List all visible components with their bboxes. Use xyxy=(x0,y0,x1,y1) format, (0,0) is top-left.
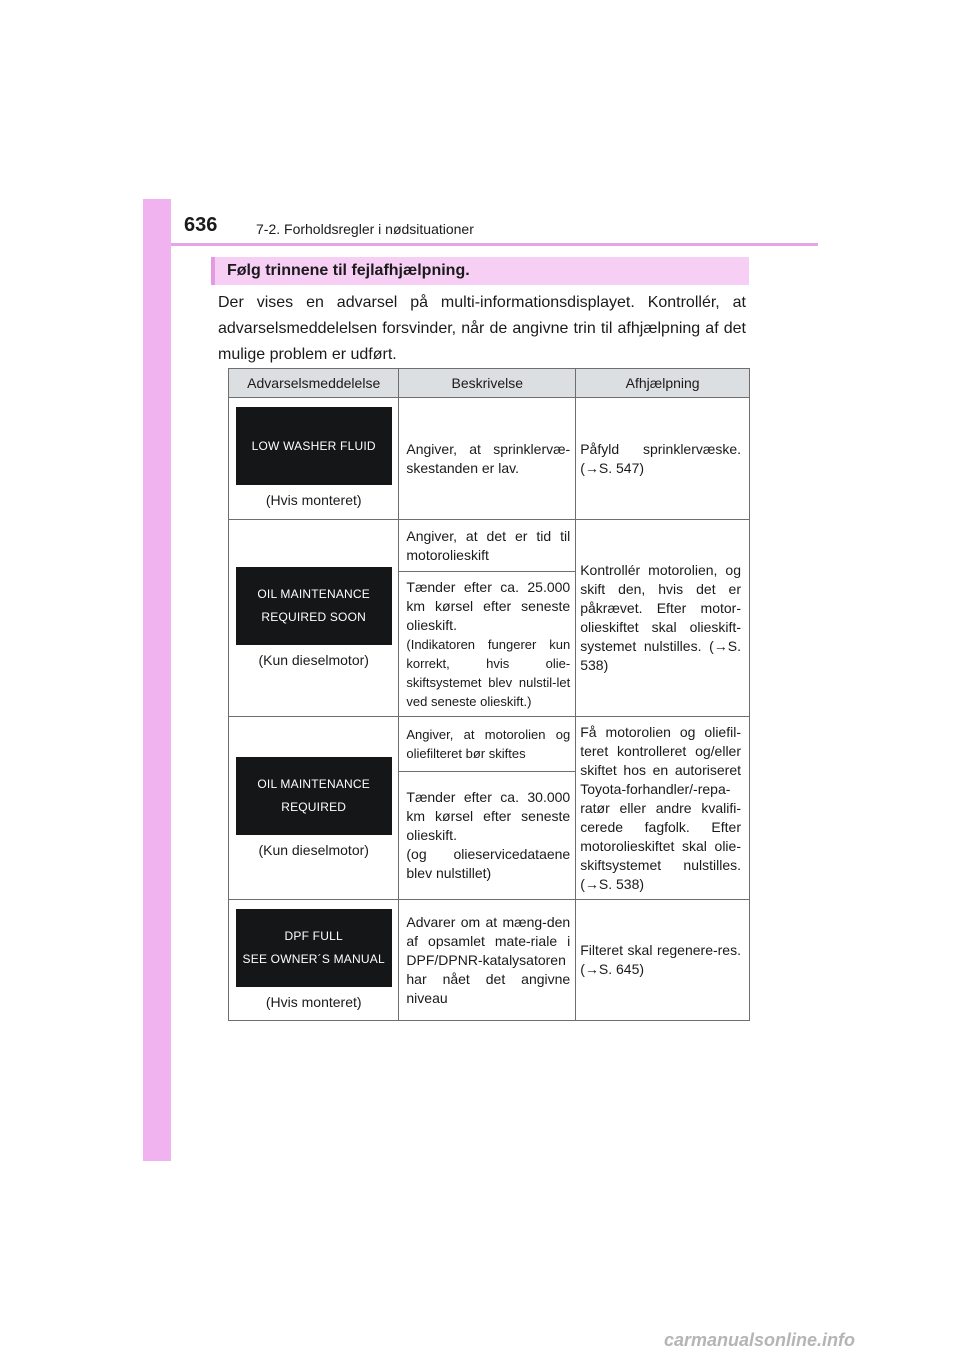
intro-paragraph: Der vises en advarsel på multi-informationsdisplayet. Kontrollér, at advarselsmeddelelsen forsvinder, når de angivne trin til afhjælpning af det mulige problem er udført. xyxy=(218,294,746,363)
message-cell xyxy=(229,900,399,1021)
remedy-cell: Få motorolien og oliefil-teret kontrolleret og/eller skiftet hos en autoriseret Toyota-forhandler/-repa-ratør eller andre kvalifi-cerede fagfolk. Efter motorolieskiftet skal olie-skiftsystemet nulstilles. (→S. 538) xyxy=(576,717,750,900)
remedy-cell: Påfyld sprinklervæske. (→S. 547) xyxy=(576,398,750,520)
table-row xyxy=(229,520,750,572)
table-row xyxy=(229,900,750,1021)
remedy-cell: Filteret skal regenere-res. (→S. 645) xyxy=(576,900,750,1021)
col-header-message: Advarselsmeddelelse xyxy=(229,369,399,398)
section-heading: Følg trinnene til fejlafhjælpning. xyxy=(211,257,749,285)
display-message-image xyxy=(236,407,392,485)
description-condition: (og olieservicedataene blev nulstillet) xyxy=(406,846,571,881)
table-row xyxy=(229,398,750,520)
chapter-title: 7-2. Forholdsregler i nødsituationer xyxy=(256,221,474,237)
page-number: 636 xyxy=(184,214,218,236)
fitment-note: (Hvis monteret) xyxy=(265,492,362,508)
warning-table xyxy=(228,368,750,1021)
description-text: Tænder efter ca. 30.000 km kørsel efter seneste olieskift. xyxy=(406,789,571,843)
message-cell xyxy=(229,398,399,520)
description-cell: Advarer om at mæng-den af opsamlet mate-riale i DPF/DPNR-katalysatoren har nået det angivne niveau xyxy=(399,900,576,1021)
description-text: Tænder efter ca. 25.000 km kørsel efter seneste olieskift. xyxy=(406,578,571,633)
display-message-image xyxy=(236,757,392,835)
chapter-side-tab xyxy=(143,199,171,1161)
col-header-description: Beskrivelse xyxy=(399,369,576,398)
watermark: carmanualsonline.info xyxy=(664,1330,856,1350)
fitment-note: (Hvis monteret) xyxy=(265,993,362,1010)
fitment-note: (Kun dieselmotor) xyxy=(258,841,369,858)
display-message-image xyxy=(236,567,392,645)
description-cell xyxy=(399,572,576,717)
display-text: DPF FULL xyxy=(284,928,343,943)
description-cell: Angiver, at motorolien og oliefilteret bør skiftes xyxy=(399,717,576,772)
message-cell xyxy=(229,520,399,717)
remedy-cell: Kontrollér motorolien, og skift den, hvis det er påkrævet. Efter motor-olieskiftet skal olieskift-systemet nulstilles. (→S. 538) xyxy=(576,520,750,717)
message-cell xyxy=(229,717,399,900)
table-header-row xyxy=(229,369,750,398)
description-cell: Angiver, at det er tid til motorolieskift xyxy=(399,520,576,572)
display-text: LOW WASHER FLUID xyxy=(251,438,376,453)
description-cell xyxy=(399,772,576,900)
display-text: SEE OWNER´S MANUAL xyxy=(242,951,385,966)
display-text: OIL MAINTENANCE xyxy=(257,776,370,791)
display-text: OIL MAINTENANCE xyxy=(257,586,370,601)
description-cell: Angiver, at sprinklervæ-skestanden er lav. xyxy=(399,398,576,520)
display-text: REQUIRED SOON xyxy=(261,609,366,624)
col-header-remedy: Afhjælpning xyxy=(576,369,750,398)
table-row xyxy=(229,717,750,772)
header-divider xyxy=(171,243,818,246)
description-condition: (Indikatoren fungerer kun korrekt, hvis olie-skiftsystemet blev nulstil-let ved seneste olieskift.) xyxy=(406,636,571,709)
fitment-note: (Kun dieselmotor) xyxy=(258,651,369,668)
display-message-image xyxy=(236,909,392,987)
display-text: REQUIRED xyxy=(281,799,347,814)
